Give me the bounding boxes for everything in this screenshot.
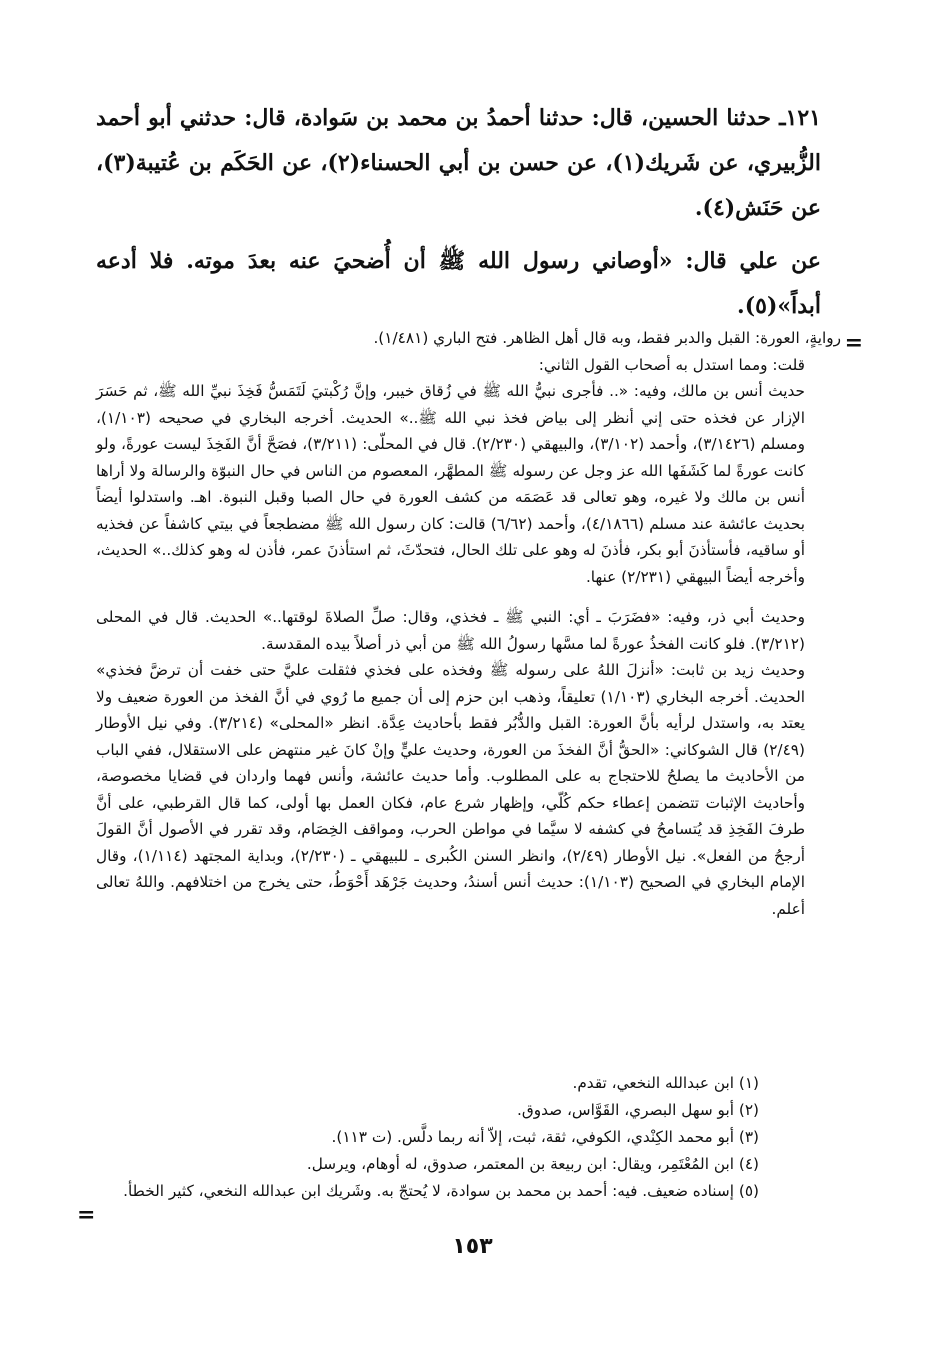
hadith-isnad: ١٢١ـ حدثنا الحسين، قال: حدثنا أحمدُ بن محمد بن سَوادة، قال: حدثني أبو أحمد الزُّبيري، عن شَريك(١)، عن حسن بن أبي الحسناء(٢)، عن الحَكَم بن عُتيبة(٣)، عن حَنَش(٤). (96, 105, 821, 221)
continuation-mark-top: = (844, 330, 863, 356)
hadith-block (96, 96, 821, 329)
continuation-mark-bottom: = (77, 1202, 96, 1228)
footnote-5: (٥) إسناده ضعيف. فيه: أحمد بن محمد بن سوادة، لا يُحتجّ به. وشَريك ابن عبدالله النخعي، كثير الخطأ. (123, 1182, 759, 1200)
commentary-notes (96, 325, 841, 922)
footnote-2: (٢) أبو سهل البصري، القَوَّاس، صدوق. (516, 1101, 759, 1119)
footnote-3: (٣) أبو محمد الكِنْدي، الكوفي، ثقة، ثبت، إلاّ أنه ربما دلَّس. (ت ١١٣). (331, 1128, 759, 1146)
note-abu-dharr-hadith: وحديث أبي ذر، وفيه: «فضَرَبَ ـ أي: النبي ﷺ ـ فخذي، وقال: صلِّ الصلاةَ لوقتها..» الحديث. قال في المحلى (٣/٢١٢). فلو كانت الفخذُ عورةً لما مسَّها رسولُ الله ﷺ من أبي ذر أصلاً بيده المقدسة. (96, 608, 805, 653)
note-anas-hadith: حديث أنس بن مالك، وفيه: «.. فأجرى نبيُّ الله ﷺ في زُقاق خيبر، وإنَّ رُكْبتيَ لَتَمَسُّ فَخِذَ نبيِّ الله ﷺ، ثم حَسَرَ الإزار عن فخذه حتى إني أنظر إلى بياض فخذ نبي الله ﷺ..» الحديث. أخرجه البخاري في صحيحه (١/١٠٣)، ومسلم (٣/١٤٢٦)، وأحمد (٣/١٠٢)، والبيهقي (٢/٢٣٠). قال في المحلّى: (٣/٢١١)، فصَحَّ أنَّ الفَخِذَ ليست عورةً، ولو كانت عورةً لما كَشَفَها الله عز وجل عن رسوله ﷺ المطهَّر، المعصوم من الناس في حال النبوّة والرسالة ولا أراها أنس بن مالك ولا غيره، وهو تعالى قد عَصَمَه من كشف العورة في حال الصبا وقبل النبوة. اهـ. واستدلوا أيضاً بحديث عائشة عند مسلم (٤/١٨٦٦)، وأحمد (٦/٦٢) قالت: كان رسول الله ﷺ مضطجعاً في بيتي كاشفاً عن فخذيه أو ساقيه، فأستأذنَ أبو بكر، فأذنَ له وهو على تلك الحال، فتحدّثَ، ثم استأذنَ عمر، فأذن له وهو كذلك..» الحديث، وأخرجه أيضاً البيهقي (٢/٢٣١) عنها. (96, 382, 805, 586)
footnote-4: (٤) ابن المُعْتَمِر، ويقال: ابن ربيعة بن المعتمر، صدوق، له أوهام، ويرسل. (306, 1155, 759, 1173)
note-zayd-hadith: وحديث زيد بن ثابت: «أنزلَ اللهُ على رسوله ﷺ وفخذه على فخذي فثقلت عليَّ حتى خفت أن ترضَّ فخذي» الحديث. أخرجه البخاري (١/١٠٣) تعليقاً، وذهب ابن حزم إلى أن جميع ما رُوي في أنَّ الفخذ من العورة ضعيف ولا يعتد به، واستدل لرأيه بأنَّ العورة: القبل والدُّبُر فقط بأحاديث عِدَّة. انظر «المحلى» (٣/٢١٤). وفي نيل الأوطار (٢/٤٩) قال الشوكاني: «الحقُّ أنَّ الفخذَ من العورة، وحديث عليٍّ وإنْ كانَ غير منتهض على الاستقلال، ففي الباب من الأحاديث ما يصلحُ للاحتجاج به على المطلوب. وأما حديث عائشة، وأنس فهما واردان في قضايا مخصوصة، وأحاديث الإثبات تتضمن إعطاء حكم كُلّي، وإظهار شرع عام، فكان العمل بها أولى، كما قال القرطبي، على أنَّ طرفَ الفَخِذِ قد يُتسامحُ في كشفه لا سيَّما في مواطن الحرب، ومواقف الخِصَام، وقد تقرر في الأصول أنَّ القولَ أرجحُ من الفعل». نيل الأوطار (٢/٤٩)، وانظر السنن الكُبرى ـ للبيهقي ـ (٢/٢٣٠)، وبداية المجتهد (١/١١٤)، وقال الإمام البخاري في الصحيح (١/١٠٣): حديث أنس أسندُ، وحديث جَرْهَد أَحْوَطُ، حتى يخرج من اختلافهم. واللهُ تعالى أعلم. (96, 661, 805, 918)
footnotes (96, 1070, 759, 1205)
hadith-matn: عن علي قال: «أوصاني رسول الله ﷺ أن أُضحيَ عنه بعدَ موته. فلا أدعه أبداً»(٥). (96, 248, 821, 319)
note-heading: قلت: ومما استدل به أصحاب القول الثاني: (538, 355, 805, 374)
page-number: ١٥٣ (452, 1234, 493, 1259)
note-continuation: روايةٍ، العورة: القبل والدبر فقط، وبه قال أهل الظاهر. فتح الباري (١/٤٨١). (373, 329, 841, 347)
footnote-1: (١) ابن عبدالله النخعي، تقدم. (572, 1074, 759, 1092)
